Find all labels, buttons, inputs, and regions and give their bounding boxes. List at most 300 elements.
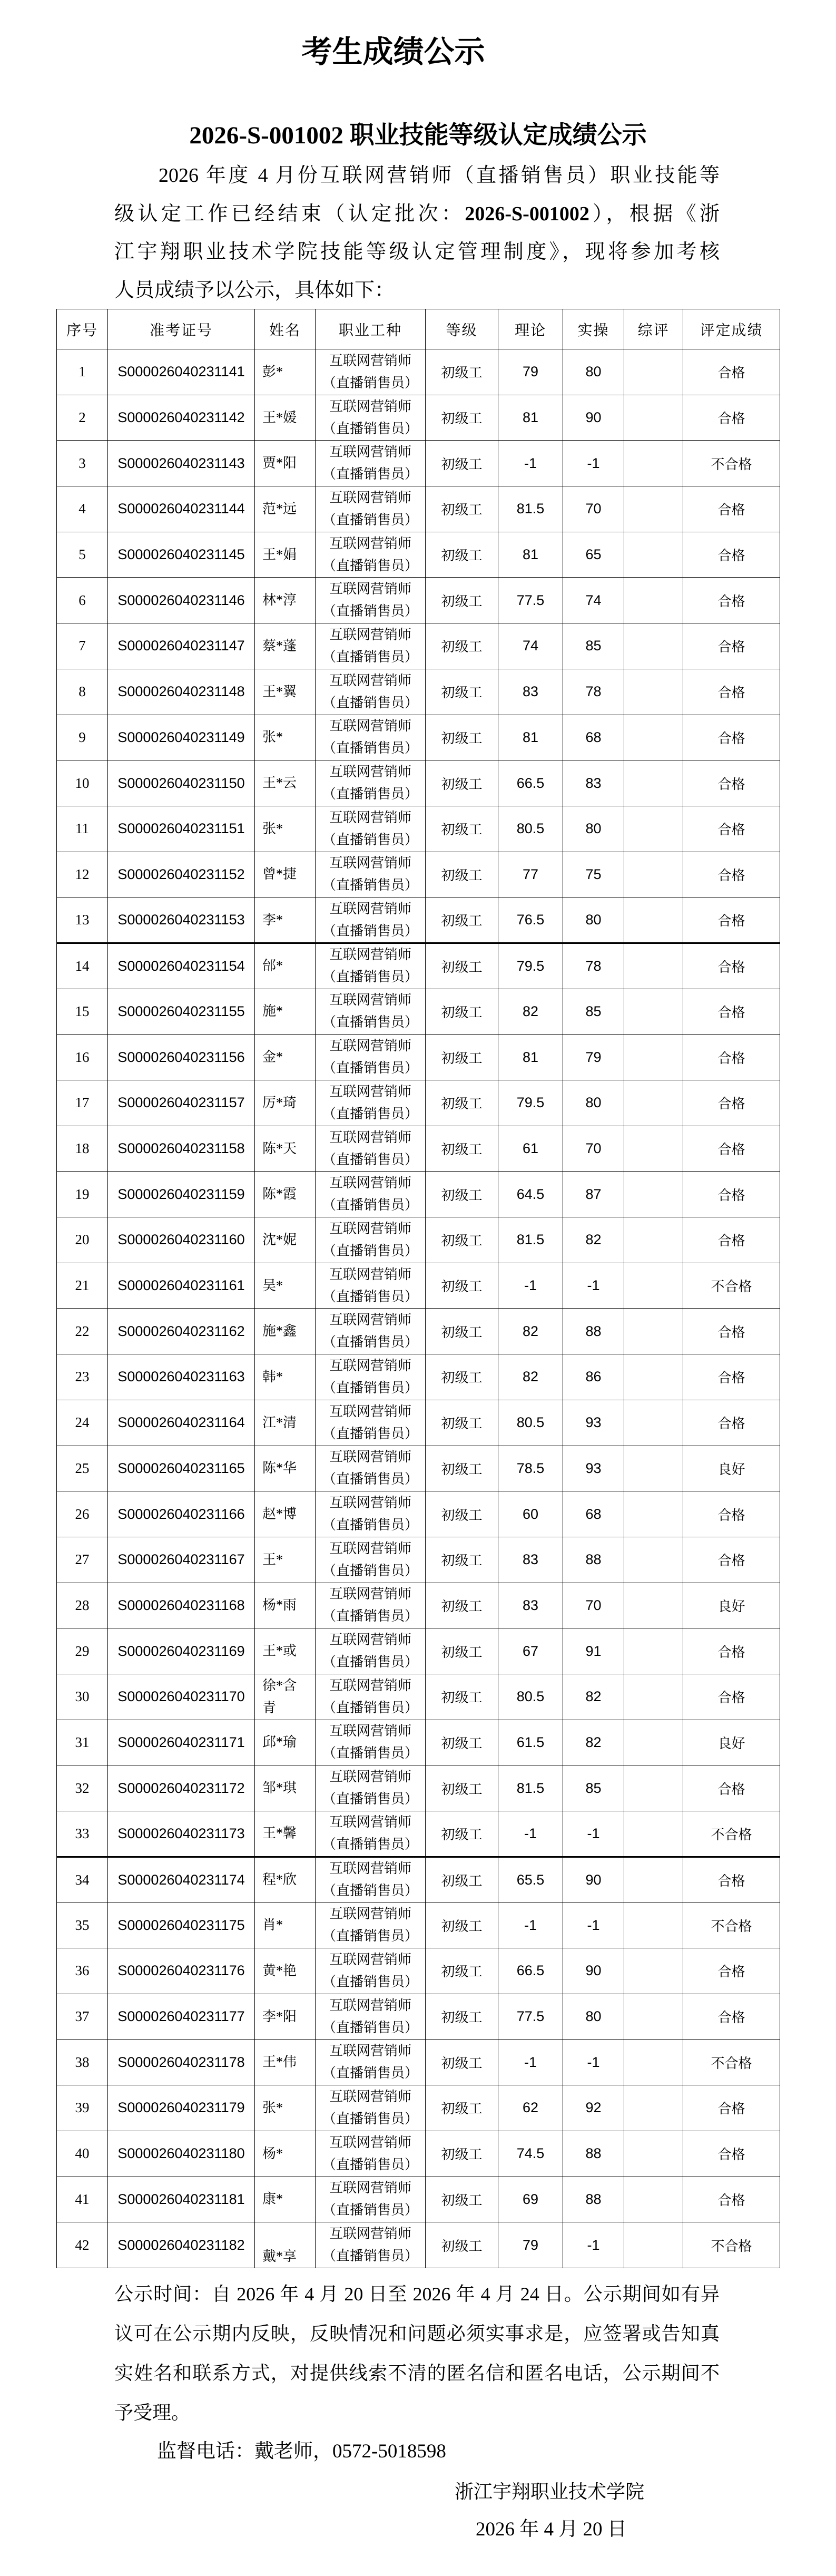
cell-seq-no: 3: [57, 441, 108, 486]
occupation-subtitle: （直播销售员）: [322, 1060, 418, 1076]
cell-practical-score: 90: [563, 1948, 624, 1994]
cell-practical-score: 86: [563, 1354, 624, 1400]
cell-practical-score: 78: [563, 943, 624, 989]
cell-overall: [624, 623, 683, 669]
cell-result: 不合格: [683, 1263, 780, 1309]
occupation-title: 互联网营销师: [329, 1586, 411, 1602]
cell-result: 合格: [683, 1537, 780, 1583]
occupation-subtitle: （直播销售员）: [322, 1700, 418, 1715]
occupation-title: 互联网营销师: [329, 1129, 411, 1145]
cell-level: 初级工: [426, 1720, 498, 1765]
table-row: [57, 760, 780, 806]
cell-overall: [624, 1720, 683, 1765]
cell-practical-score: 92: [563, 2085, 624, 2131]
cell-overall: [624, 395, 683, 441]
cell-result: 合格: [683, 349, 780, 395]
occupation-subtitle: （直播销售员）: [322, 1837, 418, 1852]
table-row: [57, 669, 780, 715]
table-row: [57, 578, 780, 623]
cell-occupation: [316, 623, 426, 669]
table-row: [57, 1628, 780, 1674]
cell-practical-score: 80: [563, 806, 624, 852]
cell-seq-no: 6: [57, 578, 108, 623]
cell-occupation: [316, 1720, 426, 1765]
table-row: [57, 2131, 780, 2177]
cell-occupation: [316, 1902, 426, 1948]
cell-seq-no: 35: [57, 1902, 108, 1948]
cell-result: 合格: [683, 2177, 780, 2222]
cell-seq-no: 5: [57, 532, 108, 578]
cell-result: 合格: [683, 1035, 780, 1080]
occupation-title: 互联网营销师: [329, 1997, 411, 2013]
table-row: [57, 1765, 780, 1811]
cell-theory-score: -1: [498, 1902, 563, 1948]
issue-date: 2026 年 4 月 20 日: [476, 2519, 627, 2540]
cell-exam-id: S000026040231144: [108, 486, 255, 532]
table-row: [57, 623, 780, 669]
cell-name: 张*: [255, 715, 316, 760]
cell-theory-score: 81.5: [498, 1765, 563, 1811]
cell-exam-id: S000026040231159: [108, 1172, 255, 1217]
cell-exam-id: S000026040231148: [108, 669, 255, 715]
cell-seq-no: 4: [57, 486, 108, 532]
cell-exam-id: S000026040231182: [108, 2222, 255, 2268]
cell-occupation: [316, 669, 426, 715]
cell-result: 合格: [683, 1400, 780, 1446]
cell-practical-score: 90: [563, 1857, 624, 1902]
cell-seq-no: 29: [57, 1628, 108, 1674]
cell-exam-id: S000026040231167: [108, 1537, 255, 1583]
cell-name: 王*翼: [255, 669, 316, 715]
cell-seq-no: 13: [57, 897, 108, 943]
table-row: [57, 532, 780, 578]
cell-practical-score: -1: [563, 2222, 624, 2268]
cell-occupation: [316, 1537, 426, 1583]
cell-exam-id: S000026040231142: [108, 395, 255, 441]
cell-level: 初级工: [426, 2040, 498, 2085]
occupation-title: 互联网营销师: [329, 1495, 411, 1511]
cell-name: 王*媛: [255, 395, 316, 441]
cell-overall: [624, 532, 683, 578]
occupation-subtitle: （直播销售员）: [322, 1471, 418, 1487]
occupation-subtitle: （直播销售员）: [322, 2019, 418, 2035]
cell-level: 初级工: [426, 578, 498, 623]
table-body: [57, 349, 780, 2268]
cell-occupation: [316, 1354, 426, 1400]
occupation-title: 互联网营销师: [329, 1266, 411, 1282]
cell-theory-score: 83: [498, 669, 563, 715]
table-row: [57, 806, 780, 852]
cell-result: 良好: [683, 1720, 780, 1765]
cell-level: 初级工: [426, 669, 498, 715]
cell-level: 初级工: [426, 1263, 498, 1309]
occupation-subtitle: （直播销售员）: [322, 1334, 418, 1350]
cell-occupation: [316, 715, 426, 760]
cell-seq-no: 23: [57, 1354, 108, 1400]
cell-result: 合格: [683, 806, 780, 852]
cell-occupation: [316, 2085, 426, 2131]
occupation-subtitle: （直播销售员）: [322, 2157, 418, 2172]
cell-name: 林*淳: [255, 578, 316, 623]
occupation-title: 互联网营销师: [329, 1449, 411, 1465]
cell-result: 合格: [683, 1674, 780, 1720]
cell-level: 初级工: [426, 1765, 498, 1811]
cell-practical-score: 88: [563, 1537, 624, 1583]
cell-name: 李*: [255, 897, 316, 943]
cell-level: 初级工: [426, 486, 498, 532]
table-row: [57, 989, 780, 1035]
occupation-title: 互联网营销师: [329, 1084, 411, 1099]
table-row: [57, 441, 780, 486]
cell-overall: [624, 760, 683, 806]
occupation-title: 互联网营销师: [329, 2043, 411, 2059]
occupation-title: 互联网营销师: [329, 1038, 411, 1054]
cell-seq-no: 31: [57, 1720, 108, 1765]
cell-level: 初级工: [426, 1309, 498, 1354]
cell-level: 初级工: [426, 1491, 498, 1537]
occupation-title: 互联网营销师: [329, 809, 411, 825]
cell-exam-id: S000026040231154: [108, 943, 255, 989]
cell-name: 王*云: [255, 760, 316, 806]
cell-level: 初级工: [426, 1994, 498, 2040]
table-row: [57, 1994, 780, 2040]
cell-level: 初级工: [426, 1035, 498, 1080]
cell-seq-no: 14: [57, 943, 108, 989]
cell-level: 初级工: [426, 1857, 498, 1902]
occupation-title: 互联网营销师: [329, 764, 411, 780]
cell-practical-score: 85: [563, 1765, 624, 1811]
cell-seq-no: 17: [57, 1080, 108, 1126]
cell-practical-score: 82: [563, 1720, 624, 1765]
cell-name: 韩*: [255, 1354, 316, 1400]
header-row: [57, 309, 780, 349]
cell-seq-no: 33: [57, 1811, 108, 1857]
cell-seq-no: 21: [57, 1263, 108, 1309]
cell-result: 合格: [683, 532, 780, 578]
occupation-title: 互联网营销师: [329, 490, 411, 505]
cell-occupation: [316, 2222, 426, 2268]
cell-theory-score: 81.5: [498, 486, 563, 532]
cell-result: 合格: [683, 943, 780, 989]
cell-practical-score: 88: [563, 2177, 624, 2222]
cell-practical-score: 93: [563, 1446, 624, 1491]
cell-theory-score: -1: [498, 1811, 563, 1857]
cell-result: 合格: [683, 1309, 780, 1354]
cell-exam-id: S000026040231180: [108, 2131, 255, 2177]
cell-exam-id: S000026040231175: [108, 1902, 255, 1948]
cell-overall: [624, 806, 683, 852]
cell-occupation: [316, 2040, 426, 2085]
cell-seq-no: 34: [57, 1857, 108, 1902]
cell-occupation: [316, 1217, 426, 1263]
cell-seq-no: 22: [57, 1309, 108, 1354]
cell-name: 张*: [255, 806, 316, 852]
cell-theory-score: 83: [498, 1583, 563, 1628]
cell-result: 合格: [683, 852, 780, 897]
cell-practical-score: 80: [563, 897, 624, 943]
cell-name: 王*伟: [255, 2040, 316, 2085]
cell-overall: [624, 1446, 683, 1491]
table-row: [57, 395, 780, 441]
cell-overall: [624, 943, 683, 989]
cell-practical-score: 78: [563, 669, 624, 715]
occupation-title: 互联网营销师: [329, 627, 411, 642]
table-row: [57, 1674, 780, 1720]
intro-paragraph: [114, 157, 720, 309]
cell-result: 合格: [683, 760, 780, 806]
cell-seq-no: 28: [57, 1583, 108, 1628]
cell-practical-score: 85: [563, 623, 624, 669]
cell-seq-no: 19: [57, 1172, 108, 1217]
cell-name: 陈*华: [255, 1446, 316, 1491]
cell-result: 合格: [683, 1126, 780, 1172]
table-row: [57, 1720, 780, 1765]
cell-name: 王*或: [255, 1628, 316, 1674]
cell-occupation: [316, 1263, 426, 1309]
cell-practical-score: -1: [563, 1902, 624, 1948]
occupation-title: 互联网营销师: [329, 2180, 411, 2196]
cell-level: 初级工: [426, 1628, 498, 1674]
cell-seq-no: 25: [57, 1446, 108, 1491]
table-row: [57, 852, 780, 897]
cell-level: 初级工: [426, 897, 498, 943]
cell-occupation: [316, 897, 426, 943]
cell-result: 不合格: [683, 1902, 780, 1948]
cell-result: 合格: [683, 1217, 780, 1263]
cell-occupation: [316, 760, 426, 806]
occupation-subtitle: （直播销售员）: [322, 1289, 418, 1304]
cell-theory-score: -1: [498, 2040, 563, 2085]
occupation-title: 互联网营销师: [329, 992, 411, 1008]
notice-line: 实姓名和联系方式，对提供线索不清的匿名信和匿名电话，公示期间不: [114, 2363, 720, 2384]
cell-overall: [624, 1537, 683, 1583]
cell-overall: [624, 1765, 683, 1811]
cell-practical-score: 79: [563, 1035, 624, 1080]
table-row: [57, 1857, 780, 1902]
occupation-subtitle: （直播销售员）: [322, 1608, 418, 1624]
table-row: [57, 1035, 780, 1080]
cell-occupation: [316, 1948, 426, 1994]
cell-theory-score: 64.5: [498, 1172, 563, 1217]
cell-exam-id: S000026040231163: [108, 1354, 255, 1400]
cell-exam-id: S000026040231158: [108, 1126, 255, 1172]
occupation-subtitle: （直播销售员）: [322, 558, 418, 573]
cell-exam-id: S000026040231181: [108, 2177, 255, 2222]
table-row: [57, 715, 780, 760]
cell-result: 良好: [683, 1583, 780, 1628]
occupation-title: 互联网营销师: [329, 1861, 411, 1877]
cell-occupation: [316, 852, 426, 897]
cell-practical-score: 91: [563, 1628, 624, 1674]
cell-theory-score: 81: [498, 1035, 563, 1080]
cell-practical-score: 93: [563, 1400, 624, 1446]
cell-name: 陈*霞: [255, 1172, 316, 1217]
header-seq-no: 序号: [57, 309, 108, 349]
cell-level: 初级工: [426, 623, 498, 669]
cell-overall: [624, 1172, 683, 1217]
occupation-title: 互联网营销师: [329, 672, 411, 688]
occupation-subtitle: （直播销售员）: [322, 1152, 418, 1167]
cell-name: 蔡*蓬: [255, 623, 316, 669]
occupation-subtitle: （直播销售员）: [322, 923, 418, 939]
cell-level: 初级工: [426, 1126, 498, 1172]
occupation-title: 互联网营销师: [329, 718, 411, 734]
cell-exam-id: S000026040231143: [108, 441, 255, 486]
cell-overall: [624, 441, 683, 486]
occupation-subtitle: （直播销售员）: [322, 2111, 418, 2126]
cell-occupation: [316, 1080, 426, 1126]
cell-name: 王*馨: [255, 1811, 316, 1857]
cell-practical-score: 87: [563, 1172, 624, 1217]
cell-occupation: [316, 486, 426, 532]
occupation-subtitle: （直播销售员）: [322, 603, 418, 619]
cell-level: 初级工: [426, 1400, 498, 1446]
cell-theory-score: 81.5: [498, 1217, 563, 1263]
cell-level: 初级工: [426, 1902, 498, 1948]
intro-line: 江宇翔职业技术学院技能等级认定管理制度》，现将参加考核: [114, 241, 720, 264]
cell-level: 初级工: [426, 1674, 498, 1720]
cell-result: 不合格: [683, 1811, 780, 1857]
cell-theory-score: 61: [498, 1126, 563, 1172]
cell-level: 初级工: [426, 1217, 498, 1263]
header-occupation: 职业工种: [316, 309, 426, 349]
cell-level: 初级工: [426, 943, 498, 989]
occupation-title: 互联网营销师: [329, 1221, 411, 1236]
occupation-subtitle: （直播销售员）: [322, 466, 418, 482]
cell-name: 曾*捷: [255, 852, 316, 897]
cell-overall: [624, 1857, 683, 1902]
cell-level: 初级工: [426, 1080, 498, 1126]
cell-theory-score: 66.5: [498, 760, 563, 806]
cell-result: 合格: [683, 897, 780, 943]
cell-exam-id: S000026040231165: [108, 1446, 255, 1491]
cell-overall: [624, 1217, 683, 1263]
cell-practical-score: 88: [563, 2131, 624, 2177]
cell-level: 初级工: [426, 2177, 498, 2222]
cell-practical-score: 82: [563, 1217, 624, 1263]
table-row: [57, 1948, 780, 1994]
cell-theory-score: 65.5: [498, 1857, 563, 1902]
cell-result: 合格: [683, 623, 780, 669]
cell-result: 合格: [683, 989, 780, 1035]
table-header: [57, 309, 780, 349]
cell-seq-no: 24: [57, 1400, 108, 1446]
cell-exam-id: S000026040231153: [108, 897, 255, 943]
occupation-subtitle: （直播销售员）: [322, 2202, 418, 2218]
cell-practical-score: 90: [563, 395, 624, 441]
occupation-subtitle: （直播销售员）: [322, 1974, 418, 1989]
notice-line: 公示时间：自 2026 年 4 月 20 日至 2026 年 4 月 24 日。公示期间如有异: [114, 2284, 720, 2305]
cell-practical-score: 65: [563, 532, 624, 578]
occupation-subtitle: （直播销售员）: [322, 969, 418, 985]
cell-overall: [624, 1263, 683, 1309]
cell-name: 吴*: [255, 1263, 316, 1309]
cell-overall: [624, 1400, 683, 1446]
cell-practical-score: 70: [563, 1126, 624, 1172]
occupation-subtitle: （直播销售员）: [322, 740, 418, 756]
cell-theory-score: 80.5: [498, 806, 563, 852]
occupation-title: 互联网营销师: [329, 1312, 411, 1328]
cell-exam-id: S000026040231169: [108, 1628, 255, 1674]
cell-name: 沈*妮: [255, 1217, 316, 1263]
cell-overall: [624, 669, 683, 715]
cell-occupation: [316, 2131, 426, 2177]
cell-overall: [624, 2040, 683, 2085]
table-row: [57, 1172, 780, 1217]
occupation-subtitle: （直播销售员）: [322, 2065, 418, 2081]
table-row: [57, 2177, 780, 2222]
intro-line: 2026 年度 4 月份互联网营销师（直播销售员）职业技能等: [159, 164, 720, 187]
cell-overall: [624, 989, 683, 1035]
cell-overall: [624, 578, 683, 623]
occupation-title: 互联网营销师: [329, 901, 411, 916]
table-row: [57, 943, 780, 989]
cell-name: 王*娟: [255, 532, 316, 578]
cell-exam-id: S000026040231164: [108, 1400, 255, 1446]
header-overall: 综评: [624, 309, 683, 349]
cell-name: 施*: [255, 989, 316, 1035]
table-row: [57, 1537, 780, 1583]
cell-result: 合格: [683, 1354, 780, 1400]
cell-occupation: [316, 806, 426, 852]
issuing-organization: 浙江宇翔职业技术学院: [455, 2481, 645, 2502]
occupation-subtitle: （直播销售员）: [322, 1654, 418, 1670]
cell-name: 厉*琦: [255, 1080, 316, 1126]
cell-result: 良好: [683, 1446, 780, 1491]
cell-overall: [624, 1902, 683, 1948]
cell-overall: [624, 349, 683, 395]
cell-level: 初级工: [426, 1446, 498, 1491]
cell-name: 张*: [255, 2085, 316, 2131]
cell-name: 范*远: [255, 486, 316, 532]
cell-seq-no: 39: [57, 2085, 108, 2131]
cell-theory-score: 81: [498, 395, 563, 441]
cell-overall: [624, 486, 683, 532]
cell-exam-id: S000026040231156: [108, 1035, 255, 1080]
cell-overall: [624, 1309, 683, 1354]
cell-exam-id: S000026040231166: [108, 1491, 255, 1537]
cell-name: 李*阳: [255, 1994, 316, 2040]
cell-name: 陈*天: [255, 1126, 316, 1172]
cell-name: 杨*雨: [255, 1583, 316, 1628]
occupation-subtitle: （直播销售员）: [322, 877, 418, 893]
cell-practical-score: 88: [563, 1309, 624, 1354]
occupation-title: 互联网营销师: [329, 1175, 411, 1191]
cell-overall: [624, 2131, 683, 2177]
notice-line: 议可在公示期内反映，反映情况和问题必须实事求是，应签署或告知真: [114, 2323, 720, 2344]
cell-theory-score: 82: [498, 1309, 563, 1354]
cell-overall: [624, 2177, 683, 2222]
cell-occupation: [316, 1628, 426, 1674]
cell-practical-score: 74: [563, 578, 624, 623]
cell-seq-no: 36: [57, 1948, 108, 1994]
header-exam-id: 准考证号: [108, 309, 255, 349]
cell-practical-score: 68: [563, 1491, 624, 1537]
occupation-subtitle: （直播销售员）: [322, 1014, 418, 1030]
table-row: [57, 1491, 780, 1537]
cell-overall: [624, 715, 683, 760]
cell-exam-id: S000026040231162: [108, 1309, 255, 1354]
cell-theory-score: 74.5: [498, 2131, 563, 2177]
cell-theory-score: 69: [498, 2177, 563, 2222]
occupation-title: 互联网营销师: [329, 1677, 411, 1693]
table-row: [57, 1400, 780, 1446]
cell-name: 施*鑫: [255, 1309, 316, 1354]
cell-level: 初级工: [426, 989, 498, 1035]
occupation-subtitle: （直播销售员）: [322, 1106, 418, 1121]
cell-overall: [624, 1126, 683, 1172]
cell-theory-score: 78.5: [498, 1446, 563, 1491]
